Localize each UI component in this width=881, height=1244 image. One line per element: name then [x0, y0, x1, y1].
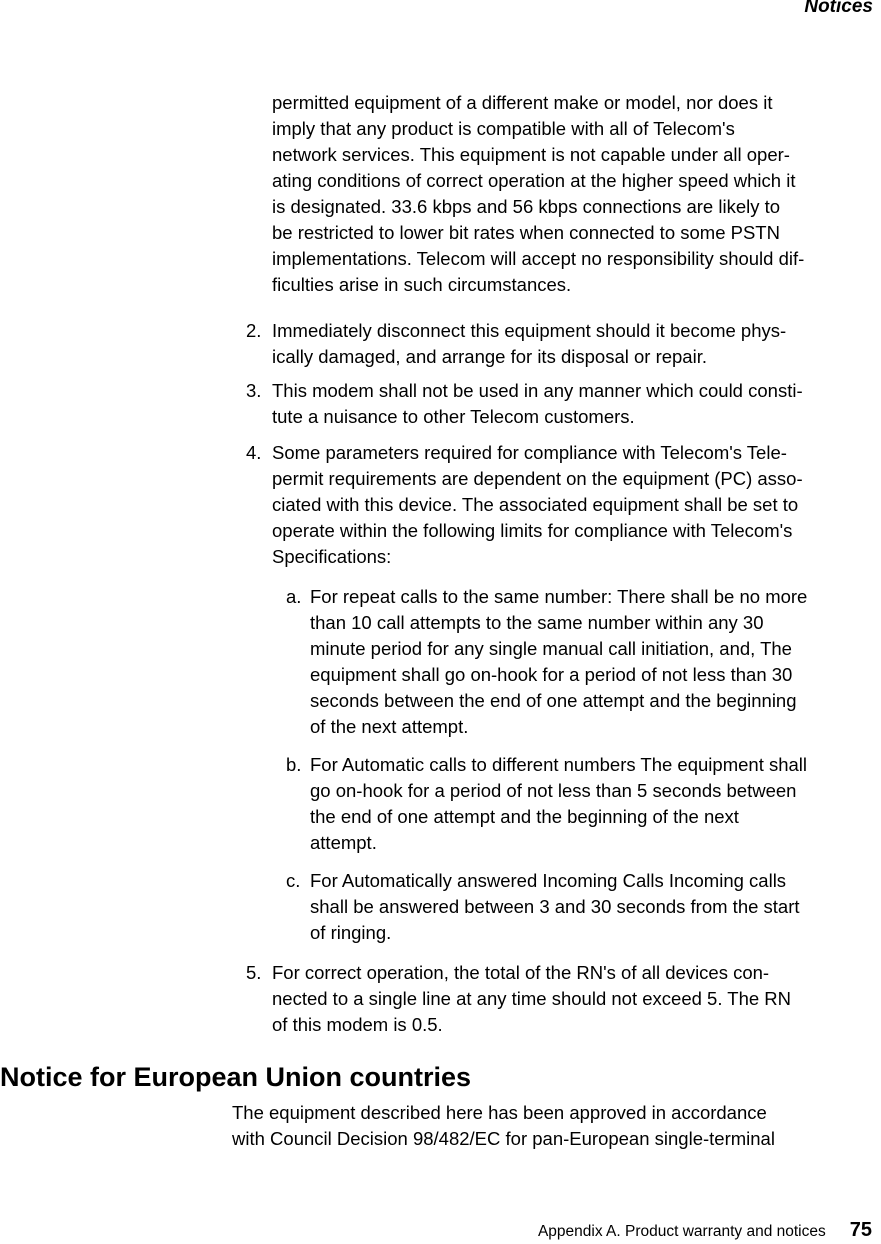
text-line: implementations. Telecom will accept no responsibility should dif- — [272, 248, 805, 269]
text-line: of ringing. — [310, 922, 392, 943]
list-number: 4. — [246, 442, 262, 463]
text-line: tute a nuisance to other Telecom customers. — [272, 406, 635, 427]
text-line: seconds between the end of one attempt and the beginning — [310, 690, 797, 711]
text-line: ically damaged, and arrange for its disposal or repair. — [272, 346, 707, 367]
sub-list-letter: b. — [286, 754, 302, 775]
list-number: 5. — [246, 962, 262, 983]
text-line: imply that any product is compatible with all of Telecom's — [272, 118, 735, 139]
list-number: 2. — [246, 320, 262, 341]
text-line: ciated with this device. The associated equipment shall be set to — [272, 494, 799, 515]
intro-paragraph — [272, 90, 880, 298]
text-line: Immediately disconnect this equipment should it become phys- — [272, 320, 787, 341]
text-line: nected to a single line at any time should not exceed 5. The RN — [272, 988, 792, 1009]
text-line: operate within the following limits for compliance with Telecom's — [272, 520, 793, 541]
text-line: of the next attempt. — [310, 716, 469, 737]
text-line: of this modem is 0.5. — [272, 1014, 443, 1035]
text-line: shall be answered between 3 and 30 seconds from the start — [310, 896, 800, 917]
section-heading: Notice for European Union countries — [0, 1062, 472, 1092]
text-line: go on-hook for a period of not less than 5 seconds between — [310, 780, 797, 801]
text-line: For correct operation, the total of the RN's of all devices con- — [272, 962, 770, 983]
text-line: ficulties arise in such circumstances. — [272, 274, 572, 295]
text-line: For Automatically answered Incoming Calls Incoming calls — [310, 870, 787, 891]
text-line: Some parameters required for compliance with Telecom's Tele- — [272, 442, 787, 463]
text-line: This modem shall not be used in any manner which could consti- — [272, 380, 803, 401]
text-line: the end of one attempt and the beginning of the next — [310, 806, 739, 827]
text-line: For Automatic calls to different numbers The equipment shall — [310, 754, 808, 775]
text-line: minute period for any single manual call initiation, and, The — [310, 638, 792, 659]
sub-list-letter: a. — [286, 586, 302, 607]
text-line: permit requirements are dependent on the equipment (PC) asso- — [272, 468, 803, 489]
text-line: attempt. — [310, 832, 377, 853]
text-line: is designated. 33.6 kbps and 56 kbps connections are likely to — [272, 196, 781, 217]
sub-list-letter: c. — [286, 870, 301, 891]
text-line: The equipment described here has been approved in accordance — [232, 1102, 767, 1123]
page-footer — [538, 1219, 872, 1242]
text-line: than 10 call attempts to the same number within any 30 — [310, 612, 764, 633]
text-line: Specifications: — [272, 546, 392, 567]
list-number: 3. — [246, 380, 262, 401]
text-line: network services. This equipment is not capable under all oper- — [272, 144, 790, 165]
page-header-title: Notices — [804, 0, 873, 17]
text-line: equipment shall go on-hook for a period of not less than 30 — [310, 664, 793, 685]
text-line: with Council Decision 98/482/EC for pan-European single-terminal — [232, 1128, 775, 1149]
section-paragraph — [232, 1100, 775, 1152]
footer-chapter-title: Appendix A. Product warranty and notices — [537, 1223, 826, 1240]
text-line: be restricted to lower bit rates when connected to some PSTN — [272, 222, 780, 243]
text-line: For repeat calls to the same number: There shall be no more — [310, 586, 808, 607]
text-line: permitted equipment of a different make or model, nor does it — [272, 92, 773, 113]
text-line: ating conditions of correct operation at the higher speed which it — [272, 170, 796, 191]
page-number: 75 — [849, 1219, 872, 1241]
